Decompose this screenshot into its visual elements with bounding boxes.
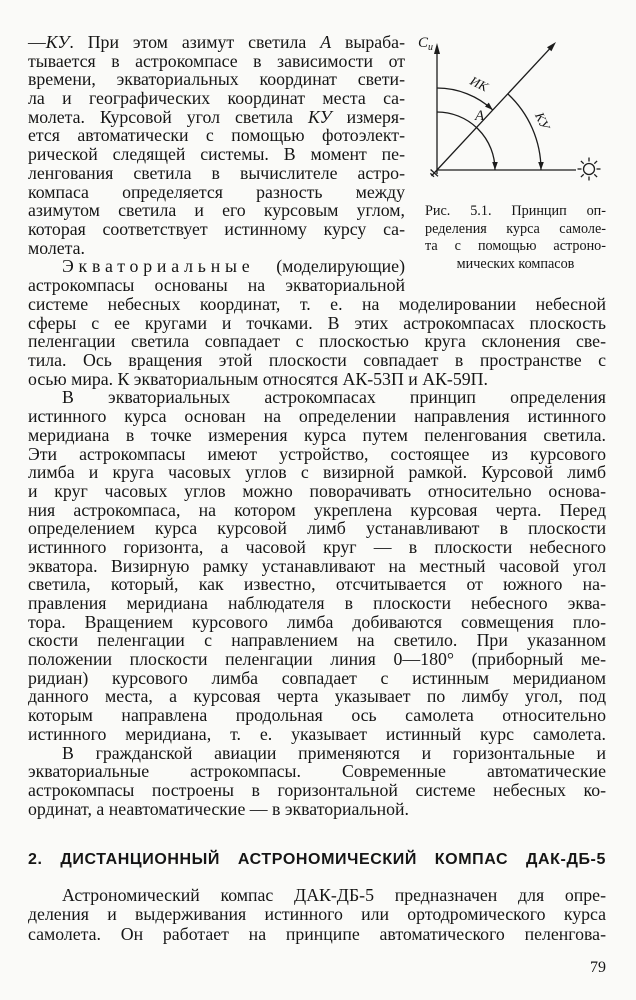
text-segment: — (28, 32, 46, 52)
italic-term: КУ (45, 32, 70, 52)
text-line: Астрономический компас ДАК-ДБ-5 предназначен для опре- (62, 885, 606, 905)
text-line: рической следящей системы. В момент пе- (28, 144, 405, 165)
text-line: В гражданской авиации применяются и горизонтальные и (62, 742, 606, 763)
text-line: которая соответствует истинному курсу са- (28, 218, 405, 239)
text-line: экватора. Визирную рамку устанавливают на местный часовой угол (28, 555, 606, 576)
text-line (28, 257, 405, 276)
figure-5-1-diagram (412, 28, 608, 192)
spaced-term: Экваториальные (62, 256, 255, 277)
text-line: астрокомпасы построены в горизонтальной системе небесных ко- (28, 779, 606, 800)
north-label: С (418, 35, 429, 51)
text-line: ридиан) курсового лимба совпадает с истинным меридианом (28, 667, 606, 688)
text-line: меридиана в точке измерения курса путем пеленгования светила. (28, 424, 606, 445)
text-line: деления и выдерживания истинного или ортодромического курса (28, 904, 606, 925)
course-angle-arc (508, 94, 541, 170)
azimuth-label: А (475, 108, 485, 124)
text-line: молета. (28, 237, 85, 258)
course-angle-label: КУ (532, 109, 553, 132)
italic-term: КУ (308, 106, 332, 127)
text-line: правления меридиана наблюдателя в плоскости небесного эква- (28, 593, 606, 613)
text-line: тора. Вращением курсового лимба добиваются совмещения пло- (28, 611, 606, 632)
text-line: системе небесных координат, т. е. на моделировании небесной (28, 294, 606, 314)
text-line: данного места, а курсовая черта указывает по лимбу угол, под (28, 686, 606, 707)
text-line: осью мира. К экваториальным относятся АК-53П и АК-59П. (28, 368, 488, 389)
text-line: азимутом светила и его курсовым углом, (28, 200, 405, 221)
text-line: экваториальные астрокомпасы. Современные автоматические (28, 761, 606, 782)
text-line: астрокомпасы основаны на экваториальной (28, 274, 405, 295)
paragraph-block-section (28, 886, 606, 944)
text-line: тила. Ось вращения этой плоскости совпадает в пространстве с (28, 350, 606, 371)
text-line: ленгования светила в вычислителе астро- (28, 162, 405, 183)
text-segment: измеря- (331, 106, 405, 127)
text-line: и круг часовых углов можно поворачивать относительно основа- (28, 480, 606, 501)
text-line: тывается в астрокомпасе в зависимости от (28, 50, 405, 71)
sun-icon (578, 158, 601, 181)
text-line: светила, который, как известно, отсчитывается от южного на- (28, 574, 606, 595)
true-course-label: ИК (467, 72, 491, 95)
paragraph-block-main (28, 295, 606, 818)
text-line: пеленгации светила совпадает с плоскостью круга склонения све- (28, 331, 606, 352)
north-label-subscript: и (428, 42, 433, 53)
text-line: самолета. Он работает на принципе автоматического пеленгова- (28, 923, 606, 944)
figure-caption (425, 203, 606, 274)
caption-line: мических компасов (456, 256, 575, 273)
text-line: компаса определяется разность между (28, 181, 405, 202)
caption-line: та с помощью астроно- (425, 238, 606, 255)
text-segment: (моделирующие) (254, 256, 405, 277)
text-line: истинного курса основан на определении направления истинного (28, 406, 606, 427)
text-line (28, 33, 405, 52)
text-line: истинного меридиана, т. е. указывает истинный курс самолета. (28, 723, 606, 744)
text-segment: . При этом азимут светила (69, 32, 321, 52)
text-segment: выраба- (331, 32, 405, 52)
text-line: положении плоскости пеленгации линия 0—180° (приборный ме- (28, 649, 606, 670)
text-segment: молета. Курсовой угол светила (28, 106, 309, 127)
text-line: которым направлена продольная ось самолета относительно (28, 705, 606, 726)
text-line: истинного горизонта, а часовой круг — в плоскости небесного (28, 536, 606, 557)
text-line: сферы с ее кругами и точками. В этих астрокомпасах плоскость (28, 312, 606, 333)
text-line: ла и географических координат места са- (28, 88, 405, 109)
aircraft-course-line (437, 46, 552, 170)
caption-line: ределения курса самоле- (425, 220, 606, 237)
text-line: Эти астрокомпасы имеют устройство, состоящее из курсового (28, 443, 606, 464)
text-line: лимба и круга часовых углов с визирной рамкой. Курсовой лимб (28, 462, 606, 483)
italic-term: А (320, 32, 332, 52)
section-heading: 2. ДИСТАНЦИОННЫЙ АСТРОНОМИЧЕСКИЙ КОМПАС ДАК-ДБ-5 (28, 851, 606, 868)
text-line (28, 108, 405, 127)
text-line: скости пеленгации с направлением на светило. При указанном (28, 630, 606, 651)
text-line: ния астрокомпаса, на котором укреплена курсовая черта. Перед (28, 499, 606, 520)
page-number: 79 (590, 959, 606, 976)
caption-line: Рис. 5.1. Принцип оп- (425, 203, 606, 219)
north-arrowhead (434, 43, 440, 54)
text-line: В экваториальных астрокомпасах принцип определения (62, 387, 606, 408)
text-line: ется автоматически с помощью фотоэлект- (28, 125, 405, 146)
text-line: определением курса курсовой лимб устанавливают в плоскости (28, 518, 606, 539)
course-angle-arrowhead (538, 162, 544, 170)
text-line: ординат, а неавтоматические — в экваториальной. (28, 798, 409, 819)
paragraph-block-top (28, 33, 405, 295)
azimuth-arrowhead (492, 162, 498, 170)
text-line: времени, экваториальных координат свети- (28, 69, 405, 90)
